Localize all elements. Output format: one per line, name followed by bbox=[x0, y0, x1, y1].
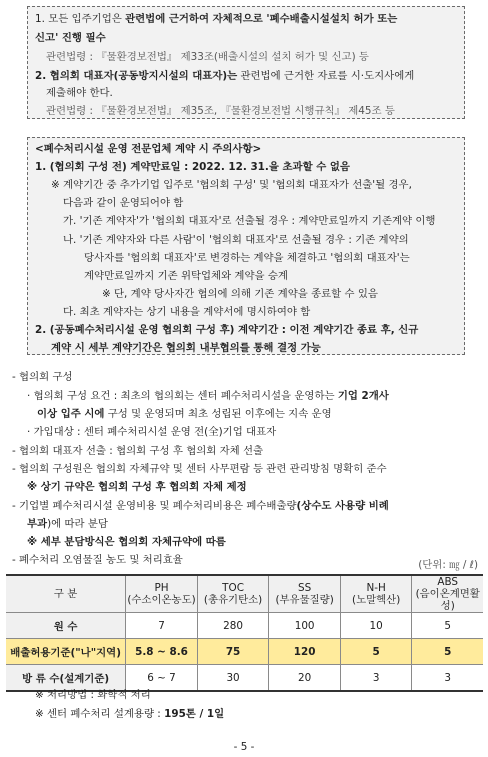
header-abs: ABS (음이온계면활성) bbox=[412, 575, 483, 613]
member-compliance: - 협의회 구성원은 협의회 자체규약 및 센터 사무편람 등 관련 관리방침 명확히 준수 bbox=[12, 463, 387, 475]
caution-case-b-note: ※ 단, 계약 당사자간 협의에 의해 기존 계약을 종료할 수 있음 bbox=[102, 288, 378, 300]
table-cell: 5 bbox=[340, 639, 412, 665]
law-reference-1: 관련법령 : 『물환경보전법』 제33조(배출시설의 설치 허가 및 신고) 등 bbox=[46, 51, 369, 63]
header-toc: TOC (총유기탄소) bbox=[197, 575, 269, 613]
treatment-method-note: ※ 처리방법 : 화학적 처리 bbox=[35, 689, 151, 701]
row-label: 배출허용기준("나"지역) bbox=[6, 639, 126, 665]
caution-item-1: 1. (협의회 구성 전) 계약만료일 : 2022. 12. 31.을 초과할 수 없음 bbox=[35, 161, 350, 173]
unit-label: (단위: ㎎ / ℓ) bbox=[418, 559, 478, 571]
table-cell: 5.8 ~ 8.6 bbox=[126, 639, 198, 665]
table-cell: 10 bbox=[340, 613, 412, 639]
table-cell: 100 bbox=[269, 613, 341, 639]
table-cell: 3 bbox=[340, 665, 412, 692]
sharing-method-note: ※ 세부 분담방식은 협의회 자체규약에 따름 bbox=[27, 536, 226, 548]
requirement-2: 2. 협의회 대표자(공동방지시설의 대표자)는 관련법에 근거한 자료를 시·도지사에게 bbox=[35, 70, 415, 82]
caution-note: ※ 계약기간 중 추가기업 입주로 '협의회 구성' 및 '협의회 대표자가 선출'될 경우, bbox=[51, 179, 412, 191]
caution-item-2-cont: 계약 시 세부 계약기간은 협의회 내부협의를 통해 결정 가능 bbox=[51, 342, 321, 354]
council-requirement: · 협의회 구성 요건 : 최초의 협의회는 센터 폐수처리시설을 운영하는 기업 2개사 bbox=[27, 390, 389, 402]
table-cell: 5 bbox=[412, 613, 483, 639]
row-label: 방 류 수(설계기준) bbox=[6, 665, 126, 692]
page-number: - 5 - bbox=[233, 741, 255, 753]
header-nh: N-H (노말헥산) bbox=[340, 575, 412, 613]
table-cell: 6 ~ 7 bbox=[126, 665, 198, 692]
table-cell: 5 bbox=[412, 639, 483, 665]
header-ph: PH (수소이온농도) bbox=[126, 575, 198, 613]
caution-case-b-cont2: 계약만료일까지 기존 위탁업체와 계약을 승계 bbox=[84, 270, 288, 282]
caution-note-cont: 다음과 같이 운영되어야 함 bbox=[63, 197, 184, 209]
pollutant-table bbox=[6, 574, 483, 692]
table-cell: 120 bbox=[269, 639, 341, 665]
rules-note: ※ 상기 규약은 협의회 구성 후 협의회 자체 제정 bbox=[27, 481, 247, 493]
requirement-1: 1. 모든 입주기업은 관련법에 근거하여 자체적으로 '폐수배출시설설치 허가 또는 bbox=[35, 13, 398, 25]
header-ss: SS (부유물질량) bbox=[269, 575, 341, 613]
row-label: 원 수 bbox=[6, 613, 126, 639]
caution-title: <폐수처리시설 운영 전문업체 계약 시 주의사항> bbox=[35, 143, 262, 155]
table-row-highlighted bbox=[6, 639, 483, 665]
caution-case-a: 가. '기존 계약자'가 '협의회 대표자'로 선출될 경우 : 계약만료일까지 기존계약 이행 bbox=[63, 215, 436, 227]
pollutant-heading: - 폐수처리 오염물질 농도 및 처리효율 bbox=[12, 554, 183, 566]
cost-sharing: - 기업별 폐수처리시설 운영비용 및 폐수처리비용은 폐수배출량(상수도 사용량 비례 bbox=[12, 500, 389, 512]
caution-case-b: 나. '기존 계약자와 다른 사람'이 '협의회 대표자'로 선출될 경우 : 기존 계약의 bbox=[63, 234, 409, 246]
caution-item-2: 2. (공동폐수처리시설 운영 협의회 구성 후) 계약기간 : 이전 계약기간 종료 후, 신규 bbox=[35, 324, 419, 336]
council-heading: - 협의회 구성 bbox=[12, 371, 73, 383]
cost-sharing-cont: 부과)에 따라 분담 bbox=[27, 518, 108, 530]
header-category: 구 분 bbox=[6, 575, 126, 613]
table-cell: 3 bbox=[412, 665, 483, 692]
table-cell: 7 bbox=[126, 613, 198, 639]
table-cell: 30 bbox=[197, 665, 269, 692]
table-header-row bbox=[6, 575, 483, 613]
design-capacity-note: ※ 센터 폐수처리 설계용량 : 195톤 / 1일 bbox=[35, 708, 225, 720]
law-reference-2: 관련법령 : 『물환경보전법』 제35조, 『물환경보전법 시행규칙』 제45조 등 bbox=[46, 105, 395, 117]
table-cell: 20 bbox=[269, 665, 341, 692]
council-members: · 가입대상 : 센터 폐수처리시설 운영 전(全)기업 대표자 bbox=[27, 426, 277, 438]
table-cell: 280 bbox=[197, 613, 269, 639]
requirement-2-cont: 제출해야 한다. bbox=[46, 87, 113, 99]
table-row bbox=[6, 613, 483, 639]
caution-case-c: 다. 최초 계약자는 상기 내용을 계약서에 명시하여야 함 bbox=[63, 306, 311, 318]
council-requirement-cont: 이상 입주 시에 구성 및 운영되며 최초 성립된 이후에는 지속 운영 bbox=[37, 408, 332, 420]
table-cell: 75 bbox=[197, 639, 269, 665]
requirement-1-cont: 신고' 진행 필수 bbox=[35, 32, 106, 44]
caution-case-b-cont1: 당사자를 '협의회 대표자'로 변경하는 계약을 체결하고 '협의회 대표자'는 bbox=[84, 252, 410, 264]
representative-election: - 협의회 대표자 선출 : 협의회 구성 후 협의회 자체 선출 bbox=[12, 445, 264, 457]
